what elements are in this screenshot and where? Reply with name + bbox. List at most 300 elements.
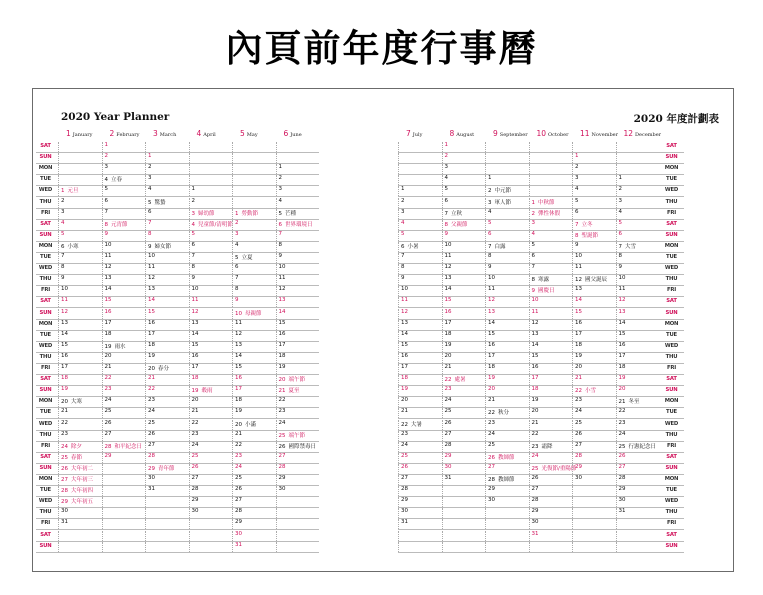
day-cell[interactable] xyxy=(485,464,529,474)
day-cell[interactable] xyxy=(276,464,320,474)
day-cell[interactable] xyxy=(485,442,529,452)
day-cell[interactable] xyxy=(189,275,233,285)
day-cell[interactable] xyxy=(102,453,146,463)
day-cell[interactable] xyxy=(189,453,233,463)
day-cell[interactable] xyxy=(102,497,146,507)
day-cell[interactable] xyxy=(145,331,189,341)
day-cell[interactable] xyxy=(189,475,233,485)
day-cell[interactable] xyxy=(232,286,276,296)
day-cell[interactable] xyxy=(58,209,102,219)
day-cell[interactable] xyxy=(102,531,146,541)
day-cell[interactable] xyxy=(529,375,573,385)
day-cell[interactable] xyxy=(616,297,660,307)
day-cell[interactable] xyxy=(442,442,486,452)
day-cell[interactable] xyxy=(529,253,573,263)
day-cell[interactable] xyxy=(145,297,189,307)
day-cell[interactable] xyxy=(572,198,616,208)
day-cell[interactable] xyxy=(398,153,442,163)
day-cell[interactable] xyxy=(276,297,320,307)
day-cell[interactable] xyxy=(398,453,442,463)
day-cell[interactable] xyxy=(145,508,189,518)
day-cell[interactable] xyxy=(276,175,320,185)
day-cell[interactable] xyxy=(398,408,442,418)
day-cell[interactable] xyxy=(145,431,189,441)
day-cell[interactable] xyxy=(616,420,660,430)
day-cell[interactable] xyxy=(232,198,276,208)
day-cell[interactable] xyxy=(102,519,146,529)
day-cell[interactable] xyxy=(189,264,233,274)
day-cell[interactable] xyxy=(616,331,660,341)
day-cell[interactable] xyxy=(572,542,616,552)
day-cell[interactable] xyxy=(276,153,320,163)
day-cell[interactable] xyxy=(572,364,616,374)
day-cell[interactable] xyxy=(572,397,616,407)
day-cell[interactable] xyxy=(572,209,616,219)
day-cell[interactable] xyxy=(485,286,529,296)
day-cell[interactable] xyxy=(58,175,102,185)
day-cell[interactable] xyxy=(442,431,486,441)
day-cell[interactable] xyxy=(398,186,442,196)
day-cell[interactable] xyxy=(442,353,486,363)
day-cell[interactable] xyxy=(485,153,529,163)
day-cell[interactable] xyxy=(442,153,486,163)
day-cell[interactable] xyxy=(276,286,320,296)
day-cell[interactable] xyxy=(102,464,146,474)
day-cell[interactable] xyxy=(572,320,616,330)
day-cell[interactable] xyxy=(616,198,660,208)
day-cell[interactable] xyxy=(145,464,189,474)
day-cell[interactable] xyxy=(616,364,660,374)
day-cell[interactable] xyxy=(189,353,233,363)
day-cell[interactable] xyxy=(572,519,616,529)
day-cell[interactable] xyxy=(485,397,529,407)
day-cell[interactable] xyxy=(102,264,146,274)
day-cell[interactable] xyxy=(529,408,573,418)
day-cell[interactable] xyxy=(189,497,233,507)
day-cell[interactable] xyxy=(485,542,529,552)
day-cell[interactable] xyxy=(616,519,660,529)
day-cell[interactable] xyxy=(232,497,276,507)
day-cell[interactable] xyxy=(485,531,529,541)
day-cell[interactable] xyxy=(572,253,616,263)
day-cell[interactable] xyxy=(398,264,442,274)
day-cell[interactable] xyxy=(102,209,146,219)
day-cell[interactable] xyxy=(102,542,146,552)
day-cell[interactable] xyxy=(616,475,660,485)
day-cell[interactable] xyxy=(529,420,573,430)
day-cell[interactable] xyxy=(276,331,320,341)
day-cell[interactable] xyxy=(572,242,616,252)
day-cell[interactable] xyxy=(145,442,189,452)
day-cell[interactable] xyxy=(485,342,529,352)
day-cell[interactable] xyxy=(189,542,233,552)
day-cell[interactable] xyxy=(102,353,146,363)
day-cell[interactable] xyxy=(189,320,233,330)
day-cell[interactable] xyxy=(102,164,146,174)
day-cell[interactable] xyxy=(145,175,189,185)
day-cell[interactable] xyxy=(442,142,486,152)
day-cell[interactable] xyxy=(485,375,529,385)
day-cell[interactable] xyxy=(102,309,146,319)
day-cell[interactable] xyxy=(232,386,276,396)
day-cell[interactable] xyxy=(572,186,616,196)
day-cell[interactable] xyxy=(485,142,529,152)
day-cell[interactable] xyxy=(485,297,529,307)
day-cell[interactable] xyxy=(398,486,442,496)
day-cell[interactable] xyxy=(485,209,529,219)
day-cell[interactable] xyxy=(145,320,189,330)
day-cell[interactable] xyxy=(189,309,233,319)
day-cell[interactable] xyxy=(572,175,616,185)
day-cell[interactable] xyxy=(58,142,102,152)
day-cell[interactable] xyxy=(485,231,529,241)
day-cell[interactable] xyxy=(276,186,320,196)
day-cell[interactable] xyxy=(398,397,442,407)
day-cell[interactable] xyxy=(485,475,529,485)
day-cell[interactable] xyxy=(398,431,442,441)
day-cell[interactable] xyxy=(529,453,573,463)
day-cell[interactable] xyxy=(276,198,320,208)
day-cell[interactable] xyxy=(58,408,102,418)
day-cell[interactable] xyxy=(189,242,233,252)
day-cell[interactable] xyxy=(232,353,276,363)
day-cell[interactable] xyxy=(276,397,320,407)
day-cell[interactable] xyxy=(102,142,146,152)
day-cell[interactable] xyxy=(232,486,276,496)
day-cell[interactable] xyxy=(485,486,529,496)
day-cell[interactable] xyxy=(145,142,189,152)
day-cell[interactable] xyxy=(485,220,529,230)
day-cell[interactable] xyxy=(398,231,442,241)
day-cell[interactable] xyxy=(58,297,102,307)
day-cell[interactable] xyxy=(58,342,102,352)
day-cell[interactable] xyxy=(616,231,660,241)
day-cell[interactable] xyxy=(145,264,189,274)
day-cell[interactable] xyxy=(145,286,189,296)
day-cell[interactable] xyxy=(398,142,442,152)
day-cell[interactable] xyxy=(189,386,233,396)
day-cell[interactable] xyxy=(572,531,616,541)
day-cell[interactable] xyxy=(189,408,233,418)
day-cell[interactable] xyxy=(276,508,320,518)
day-cell[interactable] xyxy=(398,198,442,208)
day-cell[interactable] xyxy=(398,475,442,485)
day-cell[interactable] xyxy=(572,497,616,507)
day-cell[interactable] xyxy=(616,353,660,363)
day-cell[interactable] xyxy=(442,309,486,319)
day-cell[interactable] xyxy=(398,242,442,252)
day-cell[interactable] xyxy=(529,320,573,330)
day-cell[interactable] xyxy=(276,442,320,452)
day-cell[interactable] xyxy=(529,519,573,529)
day-cell[interactable] xyxy=(616,375,660,385)
day-cell[interactable] xyxy=(572,431,616,441)
day-cell[interactable] xyxy=(485,186,529,196)
day-cell[interactable] xyxy=(232,364,276,374)
day-cell[interactable] xyxy=(529,508,573,518)
day-cell[interactable] xyxy=(398,464,442,474)
day-cell[interactable] xyxy=(232,542,276,552)
day-cell[interactable] xyxy=(442,209,486,219)
day-cell[interactable] xyxy=(442,253,486,263)
day-cell[interactable] xyxy=(616,386,660,396)
day-cell[interactable] xyxy=(58,286,102,296)
day-cell[interactable] xyxy=(616,253,660,263)
day-cell[interactable] xyxy=(572,153,616,163)
day-cell[interactable] xyxy=(276,542,320,552)
day-cell[interactable] xyxy=(58,475,102,485)
day-cell[interactable] xyxy=(529,475,573,485)
day-cell[interactable] xyxy=(529,464,577,474)
day-cell[interactable] xyxy=(398,531,442,541)
day-cell[interactable] xyxy=(572,442,616,452)
day-cell[interactable] xyxy=(572,464,616,474)
day-cell[interactable] xyxy=(529,231,573,241)
day-cell[interactable] xyxy=(276,264,320,274)
day-cell[interactable] xyxy=(232,264,276,274)
day-cell[interactable] xyxy=(572,286,616,296)
day-cell[interactable] xyxy=(145,375,189,385)
day-cell[interactable] xyxy=(232,442,276,452)
day-cell[interactable] xyxy=(442,497,486,507)
day-cell[interactable] xyxy=(189,142,233,152)
day-cell[interactable] xyxy=(529,297,573,307)
day-cell[interactable] xyxy=(616,320,660,330)
day-cell[interactable] xyxy=(442,264,486,274)
day-cell[interactable] xyxy=(189,175,233,185)
day-cell[interactable] xyxy=(572,486,616,496)
day-cell[interactable] xyxy=(232,342,276,352)
day-cell[interactable] xyxy=(529,220,573,230)
day-cell[interactable] xyxy=(529,386,573,396)
day-cell[interactable] xyxy=(145,209,189,219)
day-cell[interactable] xyxy=(442,331,486,341)
day-cell[interactable] xyxy=(529,242,573,252)
day-cell[interactable] xyxy=(276,220,320,230)
day-cell[interactable] xyxy=(189,198,233,208)
day-cell[interactable] xyxy=(232,253,276,263)
day-cell[interactable] xyxy=(102,508,146,518)
day-cell[interactable] xyxy=(572,508,616,518)
day-cell[interactable] xyxy=(58,186,102,196)
day-cell[interactable] xyxy=(58,542,102,552)
day-cell[interactable] xyxy=(616,286,660,296)
day-cell[interactable] xyxy=(616,153,660,163)
day-cell[interactable] xyxy=(232,431,276,441)
day-cell[interactable] xyxy=(572,408,616,418)
day-cell[interactable] xyxy=(232,186,276,196)
day-cell[interactable] xyxy=(572,142,616,152)
day-cell[interactable] xyxy=(102,486,146,496)
day-cell[interactable] xyxy=(442,364,486,374)
day-cell[interactable] xyxy=(616,186,660,196)
day-cell[interactable] xyxy=(189,442,233,452)
day-cell[interactable] xyxy=(442,464,486,474)
day-cell[interactable] xyxy=(276,309,320,319)
day-cell[interactable] xyxy=(102,375,146,385)
day-cell[interactable] xyxy=(102,397,146,407)
day-cell[interactable] xyxy=(485,353,529,363)
day-cell[interactable] xyxy=(442,198,486,208)
day-cell[interactable] xyxy=(398,342,442,352)
day-cell[interactable] xyxy=(232,309,276,319)
day-cell[interactable] xyxy=(442,231,486,241)
day-cell[interactable] xyxy=(398,331,442,341)
day-cell[interactable] xyxy=(276,353,320,363)
day-cell[interactable] xyxy=(572,420,616,430)
day-cell[interactable] xyxy=(232,142,276,152)
day-cell[interactable] xyxy=(189,519,233,529)
day-cell[interactable] xyxy=(58,397,102,407)
day-cell[interactable] xyxy=(102,153,146,163)
day-cell[interactable] xyxy=(189,331,233,341)
day-cell[interactable] xyxy=(442,386,486,396)
day-cell[interactable] xyxy=(232,519,276,529)
day-cell[interactable] xyxy=(58,320,102,330)
day-cell[interactable] xyxy=(276,497,320,507)
day-cell[interactable] xyxy=(189,420,233,430)
day-cell[interactable] xyxy=(145,342,189,352)
day-cell[interactable] xyxy=(102,364,146,374)
day-cell[interactable] xyxy=(616,531,660,541)
day-cell[interactable] xyxy=(145,164,189,174)
day-cell[interactable] xyxy=(189,209,233,219)
day-cell[interactable] xyxy=(102,220,146,230)
day-cell[interactable] xyxy=(529,286,573,296)
day-cell[interactable] xyxy=(276,209,320,219)
day-cell[interactable] xyxy=(442,297,486,307)
day-cell[interactable] xyxy=(276,431,320,441)
day-cell[interactable] xyxy=(398,420,442,430)
day-cell[interactable] xyxy=(398,164,442,174)
day-cell[interactable] xyxy=(398,275,442,285)
day-cell[interactable] xyxy=(398,209,442,219)
day-cell[interactable] xyxy=(398,320,442,330)
day-cell[interactable] xyxy=(442,242,486,252)
day-cell[interactable] xyxy=(145,364,189,374)
day-cell[interactable] xyxy=(189,364,233,374)
day-cell[interactable] xyxy=(102,297,146,307)
day-cell[interactable] xyxy=(485,253,529,263)
day-cell[interactable] xyxy=(529,353,573,363)
day-cell[interactable] xyxy=(572,275,616,285)
day-cell[interactable] xyxy=(442,220,486,230)
day-cell[interactable] xyxy=(102,231,146,241)
day-cell[interactable] xyxy=(398,519,442,529)
day-cell[interactable] xyxy=(58,220,102,230)
day-cell[interactable] xyxy=(616,408,660,418)
day-cell[interactable] xyxy=(145,275,189,285)
day-cell[interactable] xyxy=(616,453,660,463)
day-cell[interactable] xyxy=(442,275,486,285)
day-cell[interactable] xyxy=(58,453,102,463)
day-cell[interactable] xyxy=(276,320,320,330)
day-cell[interactable] xyxy=(529,209,573,219)
day-cell[interactable] xyxy=(102,442,146,452)
day-cell[interactable] xyxy=(398,220,442,230)
day-cell[interactable] xyxy=(529,342,573,352)
day-cell[interactable] xyxy=(485,331,529,341)
day-cell[interactable] xyxy=(145,386,189,396)
day-cell[interactable] xyxy=(102,386,146,396)
day-cell[interactable] xyxy=(529,198,573,208)
day-cell[interactable] xyxy=(616,464,660,474)
day-cell[interactable] xyxy=(276,253,320,263)
day-cell[interactable] xyxy=(102,286,146,296)
day-cell[interactable] xyxy=(442,175,486,185)
day-cell[interactable] xyxy=(616,342,660,352)
day-cell[interactable] xyxy=(145,531,189,541)
day-cell[interactable] xyxy=(232,297,276,307)
day-cell[interactable] xyxy=(58,508,102,518)
day-cell[interactable] xyxy=(189,531,233,541)
day-cell[interactable] xyxy=(102,408,146,418)
day-cell[interactable] xyxy=(398,297,442,307)
day-cell[interactable] xyxy=(276,420,320,430)
day-cell[interactable] xyxy=(276,231,320,241)
day-cell[interactable] xyxy=(572,375,616,385)
day-cell[interactable] xyxy=(145,408,189,418)
day-cell[interactable] xyxy=(529,309,573,319)
day-cell[interactable] xyxy=(232,397,276,407)
day-cell[interactable] xyxy=(616,508,660,518)
day-cell[interactable] xyxy=(232,209,276,219)
day-cell[interactable] xyxy=(485,264,529,274)
day-cell[interactable] xyxy=(442,342,486,352)
day-cell[interactable] xyxy=(189,375,233,385)
day-cell[interactable] xyxy=(189,153,233,163)
day-cell[interactable] xyxy=(189,253,233,263)
day-cell[interactable] xyxy=(145,353,189,363)
day-cell[interactable] xyxy=(189,220,233,230)
day-cell[interactable] xyxy=(442,375,486,385)
day-cell[interactable] xyxy=(616,142,660,152)
day-cell[interactable] xyxy=(145,186,189,196)
day-cell[interactable] xyxy=(572,342,616,352)
day-cell[interactable] xyxy=(616,442,660,452)
day-cell[interactable] xyxy=(58,353,102,363)
day-cell[interactable] xyxy=(58,497,102,507)
day-cell[interactable] xyxy=(232,164,276,174)
day-cell[interactable] xyxy=(102,331,146,341)
day-cell[interactable] xyxy=(616,175,660,185)
day-cell[interactable] xyxy=(276,375,320,385)
day-cell[interactable] xyxy=(189,397,233,407)
day-cell[interactable] xyxy=(145,542,189,552)
day-cell[interactable] xyxy=(145,153,189,163)
day-cell[interactable] xyxy=(398,442,442,452)
day-cell[interactable] xyxy=(442,408,486,418)
day-cell[interactable] xyxy=(58,519,102,529)
day-cell[interactable] xyxy=(189,164,233,174)
day-cell[interactable] xyxy=(145,231,189,241)
day-cell[interactable] xyxy=(58,486,102,496)
day-cell[interactable] xyxy=(442,475,486,485)
day-cell[interactable] xyxy=(616,542,660,552)
day-cell[interactable] xyxy=(485,408,529,418)
day-cell[interactable] xyxy=(485,453,529,463)
day-cell[interactable] xyxy=(102,420,146,430)
day-cell[interactable] xyxy=(145,242,189,252)
day-cell[interactable] xyxy=(232,531,276,541)
day-cell[interactable] xyxy=(102,275,146,285)
day-cell[interactable] xyxy=(529,531,573,541)
day-cell[interactable] xyxy=(232,231,276,241)
day-cell[interactable] xyxy=(485,497,529,507)
day-cell[interactable] xyxy=(276,142,320,152)
day-cell[interactable] xyxy=(145,309,189,319)
day-cell[interactable] xyxy=(145,519,189,529)
